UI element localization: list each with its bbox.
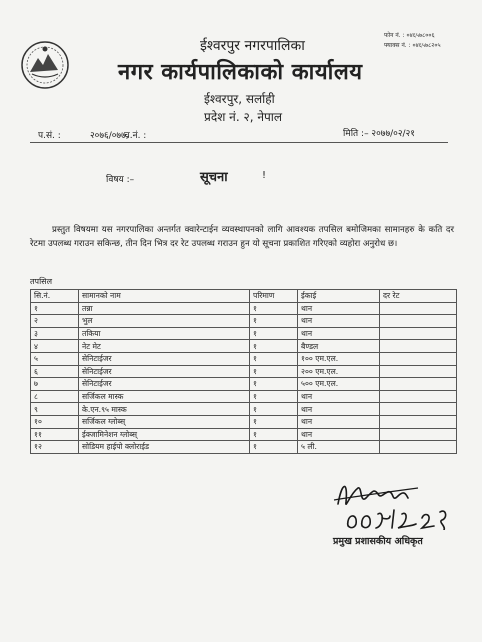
cell-item: के.एन.९५ मास्क: [79, 403, 250, 416]
header-divider: [30, 142, 448, 143]
cell-sn: १२: [31, 441, 79, 454]
cell-quantity: १: [250, 352, 298, 365]
cell-item: सर्जिकल मास्क: [79, 390, 250, 403]
cell-unit: थान: [298, 403, 380, 416]
cell-sn: ८: [31, 390, 79, 403]
table-row: [31, 378, 457, 391]
cell-quantity: १: [250, 415, 298, 428]
table-row: [31, 390, 457, 403]
cell-rate: [380, 352, 457, 365]
fax-number: फ्याक्स नं. : ०४६५७८२०५: [384, 42, 441, 49]
cell-rate: [380, 403, 457, 416]
table-label: तपसिल: [30, 277, 53, 286]
cell-sn: ७: [31, 378, 79, 391]
cell-item: तकिया: [79, 327, 250, 340]
cell-unit: थान: [298, 390, 380, 403]
cell-unit: थान: [298, 327, 380, 340]
chn-label: च.नं. :: [124, 131, 147, 141]
col-header-rate: दर रेट: [380, 290, 457, 303]
table-row: [31, 327, 457, 340]
cell-rate: [380, 415, 457, 428]
cell-rate: [380, 340, 457, 353]
table-body: [31, 302, 457, 453]
table-row: [31, 415, 457, 428]
cell-item: सोडियम हाईपो क्लोराईड: [79, 441, 250, 454]
table-row: [31, 403, 457, 416]
table-row: [31, 441, 457, 454]
cell-item: ईक्जामिनेशन ग्लोब्स्: [79, 428, 250, 441]
cell-unit: थान: [298, 302, 380, 315]
cell-quantity: १: [250, 365, 298, 378]
handwritten-signature: [328, 474, 458, 530]
cell-quantity: १: [250, 428, 298, 441]
table-row: [31, 352, 457, 365]
cell-sn: ६: [31, 365, 79, 378]
office-name: नगर कार्यपालिकाको कार्यालय: [118, 60, 363, 85]
nepal-emblem-icon: [20, 40, 70, 90]
table-row: [31, 315, 457, 328]
cell-quantity: १: [250, 302, 298, 315]
cell-sn: ३: [31, 327, 79, 340]
cell-rate: [380, 441, 457, 454]
cell-quantity: १: [250, 340, 298, 353]
cell-unit: थान: [298, 315, 380, 328]
table-row: [31, 340, 457, 353]
table-row: [31, 302, 457, 315]
cell-rate: [380, 327, 457, 340]
cell-quantity: १: [250, 390, 298, 403]
cell-quantity: १: [250, 403, 298, 416]
subject-label: विषय :–: [106, 175, 135, 185]
col-header-quantity: परिमाण: [250, 290, 298, 303]
cell-sn: ११: [31, 428, 79, 441]
cell-quantity: १: [250, 327, 298, 340]
address-line-1: ईश्वरपुर, सर्लाही: [204, 92, 275, 106]
cell-unit: थान: [298, 428, 380, 441]
cell-rate: [380, 428, 457, 441]
notice-title: सूचना: [200, 170, 228, 185]
cell-sn: १: [31, 302, 79, 315]
cell-unit: थान: [298, 415, 380, 428]
cell-quantity: १: [250, 378, 298, 391]
ps-label: प.सं. :: [38, 131, 61, 141]
cell-item: भुल: [79, 315, 250, 328]
items-table: [30, 289, 457, 454]
ps-value: २०७६/०७७,: [90, 131, 129, 141]
notice-mark: !: [262, 170, 267, 181]
phone-number: फोन नं. : ०४६५७८००६: [384, 32, 435, 39]
col-header-unit: ईकाई: [298, 290, 380, 303]
cell-item: सेनिटाईजर: [79, 352, 250, 365]
cell-sn: ५: [31, 352, 79, 365]
col-header-item: सामानको नाम: [79, 290, 250, 303]
cell-rate: [380, 378, 457, 391]
cell-quantity: १: [250, 315, 298, 328]
cell-unit: ५ ली.: [298, 441, 380, 454]
table-row: [31, 428, 457, 441]
letter-date: मिति :– २०७७/०२/२१: [343, 129, 415, 139]
cell-unit: १०० एम.एल.: [298, 352, 380, 365]
cell-unit: २०० एम.एल.: [298, 365, 380, 378]
cell-item: सेनिटाईजर: [79, 365, 250, 378]
cell-sn: ४: [31, 340, 79, 353]
cell-quantity: १: [250, 441, 298, 454]
cell-rate: [380, 302, 457, 315]
cell-item: सर्जिकल ग्लोब्स्: [79, 415, 250, 428]
cell-sn: १०: [31, 415, 79, 428]
cell-unit: ५०० एम.एल.: [298, 378, 380, 391]
table-header-row: [31, 290, 457, 303]
cell-item: सेनिटाईजर: [79, 378, 250, 391]
cell-rate: [380, 390, 457, 403]
cell-rate: [380, 365, 457, 378]
signatory-title: प्रमुख प्रशासकीय अधिकृत: [333, 536, 423, 547]
cell-item: तन्ना: [79, 302, 250, 315]
body-paragraph: प्रस्तुत विषयमा यस नगरपालिका अन्तर्गत क्वारेन्टाईन व्यवस्थापनको लागि आवश्यक तपसिल बमोजिमका सामानहरु के कति दर रेटमा उपलब्ध गराउन सकिन्छ, तीन दिन भित्र दर रेट उपलब्ध गराउन हुन यो सूचना प्रकाशित गरिएको व्यहोरा अनुरोध छ।: [30, 225, 454, 249]
col-header-sn: सि.नं.: [31, 290, 79, 303]
municipality-name: ईश्वरपुर नगरपालिका: [200, 38, 305, 54]
cell-rate: [380, 315, 457, 328]
table-row: [31, 365, 457, 378]
address-line-2: प्रदेश नं. २, नेपाल: [204, 110, 283, 124]
cell-sn: ९: [31, 403, 79, 416]
cell-unit: बैण्डल: [298, 340, 380, 353]
cell-item: नेट मेट: [79, 340, 250, 353]
cell-sn: २: [31, 315, 79, 328]
